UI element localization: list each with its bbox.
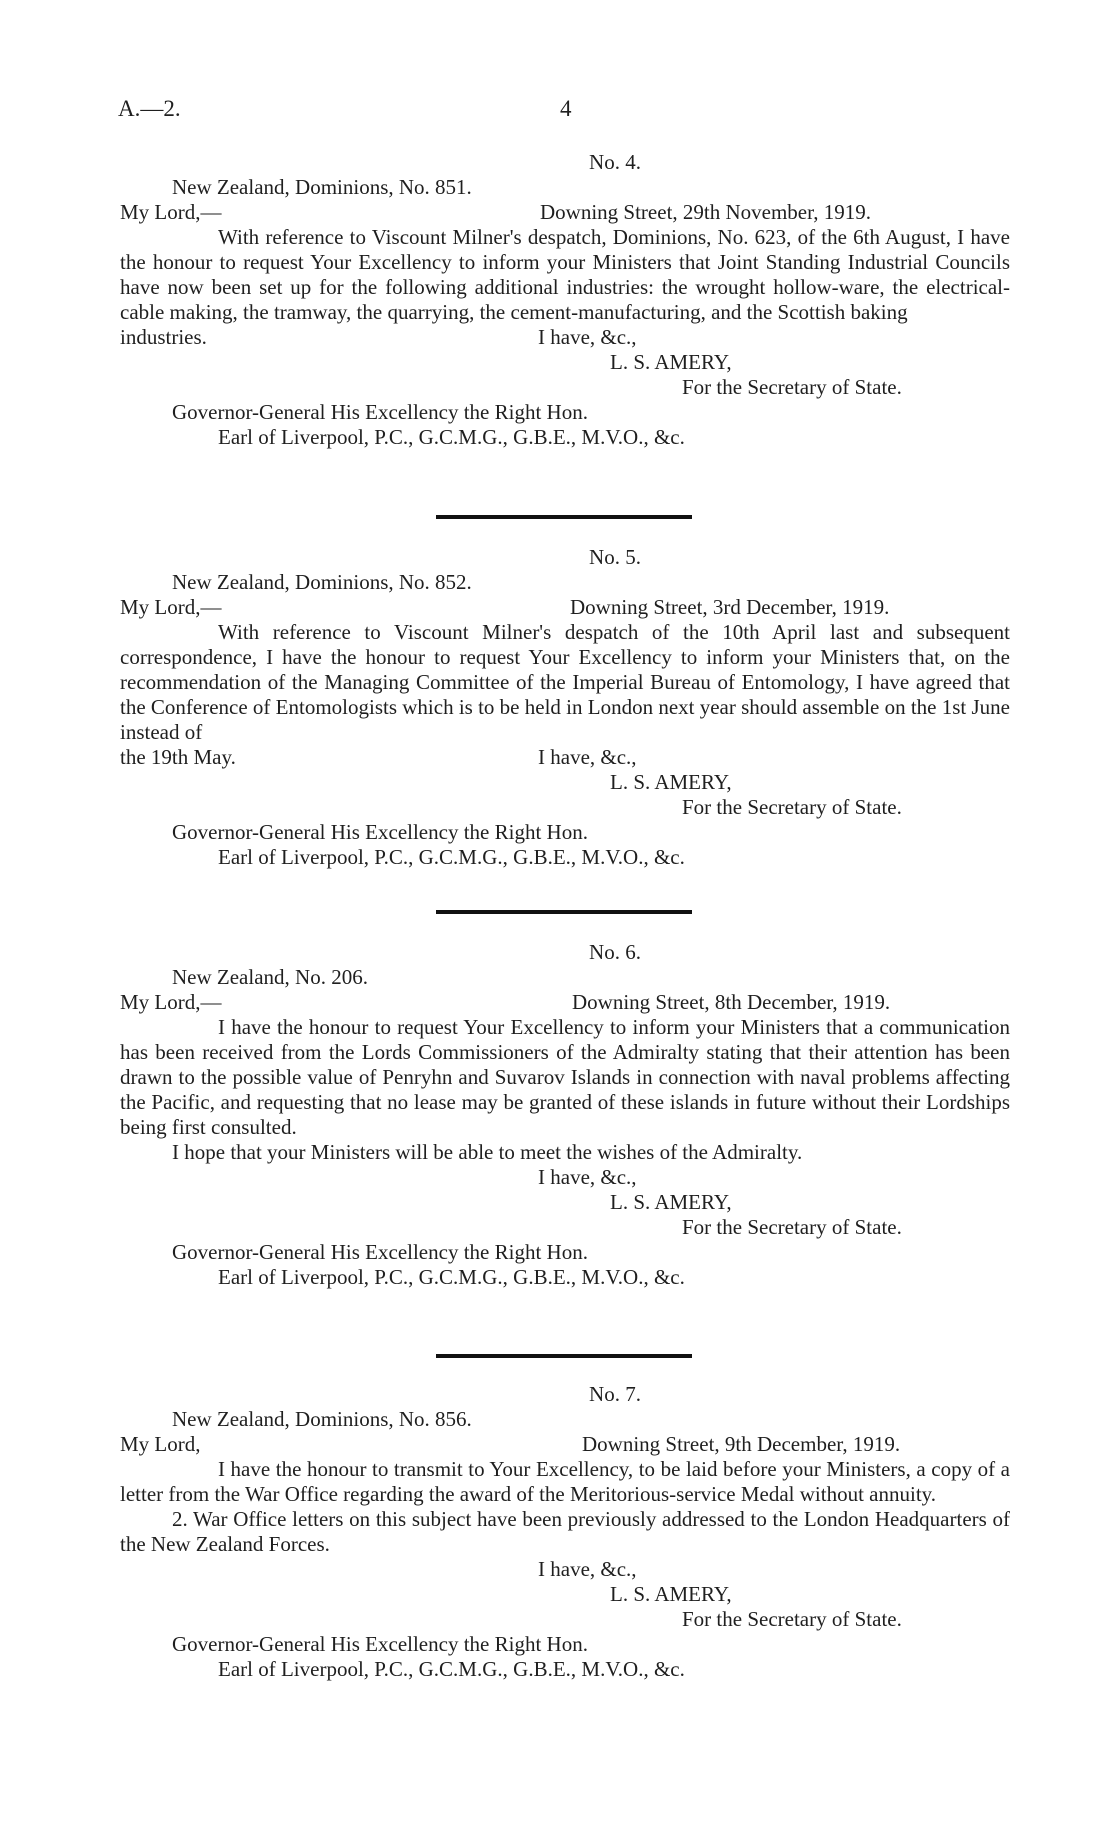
despatch-number: No. 7. — [589, 1382, 641, 1406]
body-last-line: industries. — [120, 325, 207, 349]
despatch-reference: New Zealand, Dominions, No. 851. — [172, 175, 472, 199]
section-divider — [436, 515, 692, 519]
document-reference: A.—2. — [118, 96, 181, 121]
page-number: 4 — [560, 96, 572, 121]
addressee-line-1: Governor-General His Excellency the Right Hon. — [172, 1632, 588, 1656]
signature-title: For the Secretary of State. — [682, 375, 902, 399]
despatch-number: No. 4. — [589, 150, 641, 174]
despatch-reference: New Zealand, Dominions, No. 852. — [172, 570, 472, 594]
despatch-body: With reference to Viscount Milner's despatch, Dominions, No. 623, of the 6th August, I have the honour to request Your Excellency to inform your Ministers that Joint Standing Industrial Councils have now been set up for the following additional industries: the wrought hollow-ware, the electrical-cable making, the tramway, the quarrying, the cement-manufacturing, and the Scottish baking — [120, 225, 1010, 324]
signature: L. S. AMERY, — [610, 770, 732, 794]
addressee-line-2: Earl of Liverpool, P.C., G.C.M.G., G.B.E., M.V.O., &c. — [218, 1657, 685, 1681]
despatch-number: No. 6. — [589, 940, 641, 964]
closing-line — [120, 325, 1010, 350]
closing: I have, &c., — [538, 1557, 637, 1581]
addressee-line-2: Earl of Liverpool, P.C., G.C.M.G., G.B.E., M.V.O., &c. — [218, 425, 685, 449]
closing: I have, &c., — [538, 1165, 637, 1189]
address-date: Downing Street, 8th December, 1919. — [572, 990, 891, 1014]
salutation-line — [120, 990, 1010, 1015]
despatch-number: No. 5. — [589, 545, 641, 569]
closing-line — [120, 745, 1010, 770]
signature-title: For the Secretary of State. — [682, 795, 902, 819]
salutation: My Lord,— — [120, 200, 222, 224]
despatch-body-paragraph-2: 2. War Office letters on this subject have been previously addressed to the London Headquarters of the New Zealand Forces. — [120, 1507, 1010, 1556]
despatch-section — [120, 545, 1010, 870]
addressee-line-2: Earl of Liverpool, P.C., G.C.M.G., G.B.E., M.V.O., &c. — [218, 845, 685, 869]
salutation: My Lord, — [120, 1432, 201, 1456]
addressee-line-1: Governor-General His Excellency the Right Hon. — [172, 820, 588, 844]
despatch-body: I have the honour to transmit to Your Excellency, to be laid before your Ministers, a copy of a letter from the War Office regarding the award of the Meritorious-service Medal without annuity. — [120, 1457, 1010, 1506]
despatch-section — [120, 1382, 1010, 1682]
section-divider — [436, 910, 692, 914]
body-last-line: the 19th May. — [120, 745, 236, 769]
signature-title: For the Secretary of State. — [682, 1215, 902, 1239]
signature-title: For the Secretary of State. — [682, 1607, 902, 1631]
section-divider — [436, 1354, 692, 1358]
address-date: Downing Street, 29th November, 1919. — [540, 200, 872, 224]
despatch-body: With reference to Viscount Milner's despatch of the 10th April last and subsequent correspondence, I have the honour to request Your Excellency to inform your Ministers that, on the recommendation of the Managing Committee of the Imperial Bureau of Entomology, I have agreed that the Conference of Entomologists which is to be held in London next year should assemble on the 1st June instead of — [120, 620, 1010, 744]
despatch-section — [120, 940, 1010, 1290]
despatch-body-paragraph-2: I hope that your Ministers will be able to meet the wishes of the Admiralty. — [172, 1140, 803, 1164]
despatch-reference: New Zealand, Dominions, No. 856. — [172, 1407, 472, 1431]
address-date: Downing Street, 9th December, 1919. — [582, 1432, 901, 1456]
address-date: Downing Street, 3rd December, 1919. — [570, 595, 890, 619]
salutation-line — [120, 595, 1010, 620]
signature: L. S. AMERY, — [610, 1190, 732, 1214]
addressee-line-1: Governor-General His Excellency the Right Hon. — [172, 400, 588, 424]
addressee-line-1: Governor-General His Excellency the Right Hon. — [172, 1240, 588, 1264]
salutation-line — [120, 1432, 1010, 1457]
signature: L. S. AMERY, — [610, 1582, 732, 1606]
salutation: My Lord,— — [120, 990, 222, 1014]
closing: I have, &c., — [538, 325, 637, 349]
salutation: My Lord,— — [120, 595, 222, 619]
salutation-line — [120, 200, 1010, 225]
signature: L. S. AMERY, — [610, 350, 732, 374]
despatch-body: I have the honour to request Your Excellency to inform your Ministers that a communication has been received from the Lords Commissioners of the Admiralty stating that their attention has been drawn to the possible value of Penryhn and Suvarov Islands in connection with naval problems affecting the Pacific, and requesting that no lease may be granted of these islands in future without their Lordships being first consulted. — [120, 1015, 1010, 1139]
closing: I have, &c., — [538, 745, 637, 769]
despatch-section — [120, 150, 1010, 450]
addressee-line-2: Earl of Liverpool, P.C., G.C.M.G., G.B.E., M.V.O., &c. — [218, 1265, 685, 1289]
despatch-reference: New Zealand, No. 206. — [172, 965, 368, 989]
